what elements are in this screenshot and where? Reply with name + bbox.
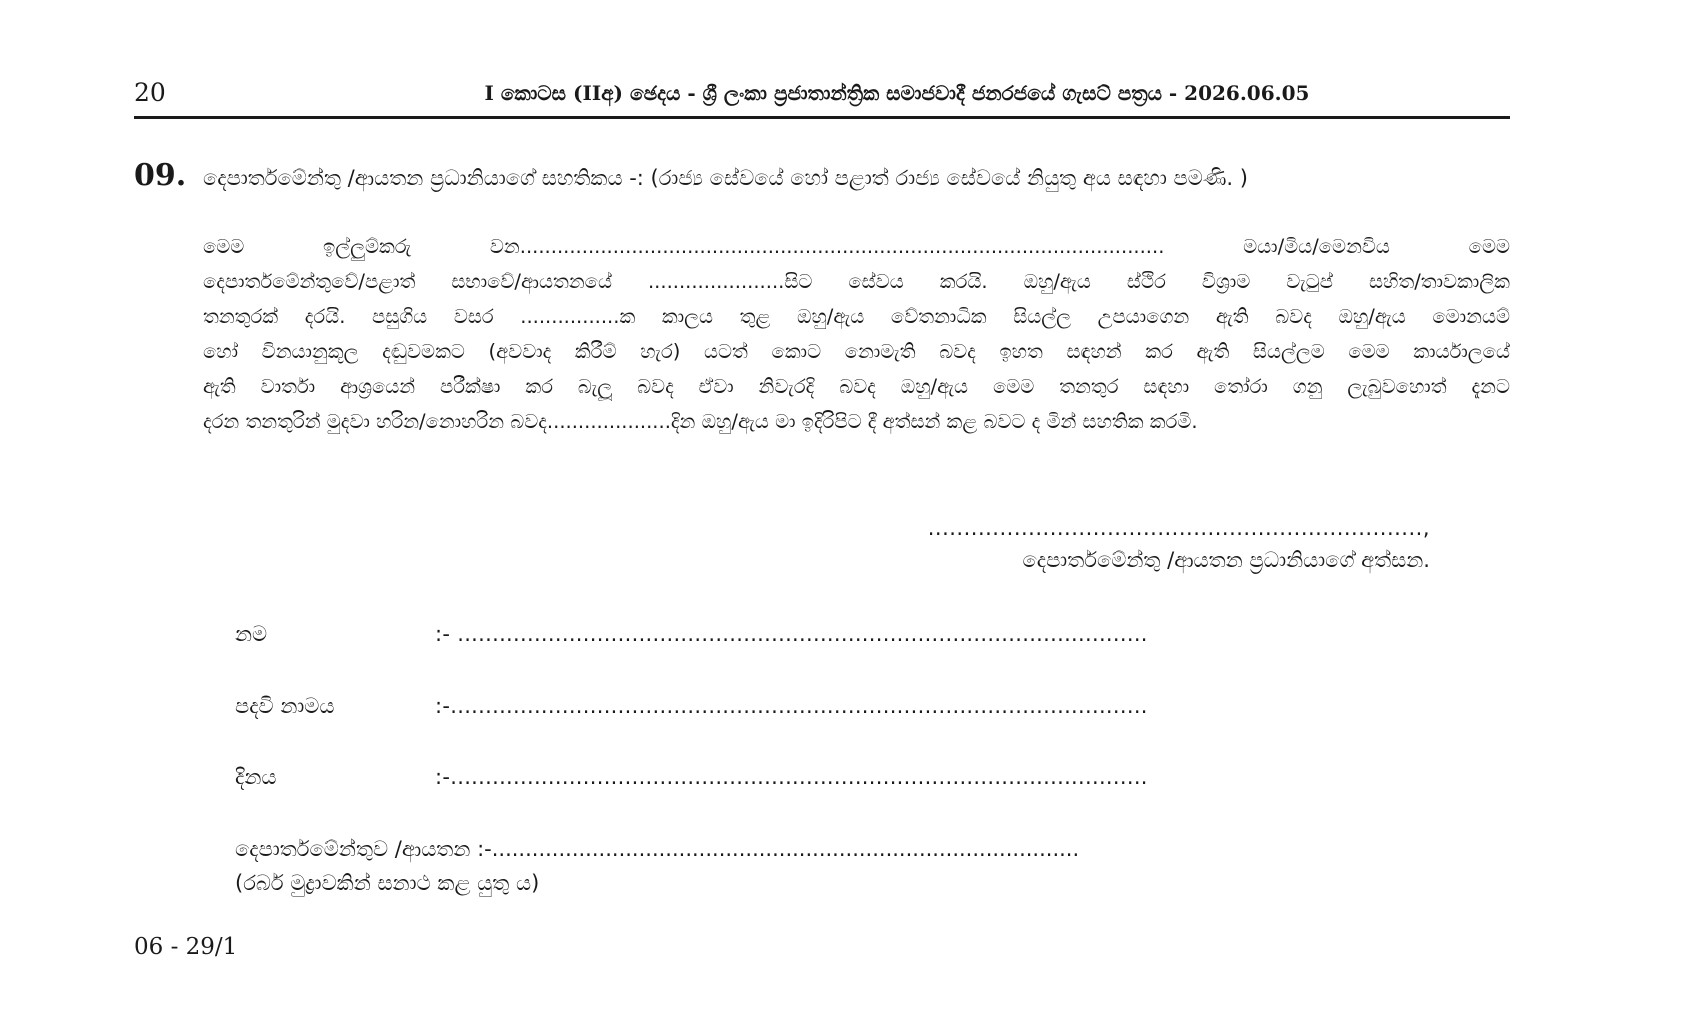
signature-line: .....................................................................,	[927, 516, 1430, 540]
form-fill-designation: :-....................................................................................................	[435, 694, 1148, 718]
paragraph-line: තනතුරක් දරයි. පසුගිය වසර ................ක කාලය තුළ ඔහු/ඇය වේතනාධික සියල්ල උපයාගෙන ඇති බවද ඔහු/ඇය මොනයම්	[203, 305, 1510, 328]
footer-code: 06 - 29/1	[134, 934, 238, 960]
paragraph-line: මෙම ඉල්ලුම්කරු වන........................................................................................................ මයා/මිය/මෙනවිය මෙම	[203, 235, 1510, 258]
paragraph-line: හෝ විනයානුකූල දඬුවමකට (අවවාද කිරීම් හැර) යටත් කොට නොමැති බවද ඉහත සඳහන් කර ඇති සියල්ලම මෙම කාර්යාලයේ	[203, 340, 1510, 363]
form-label-date: දිනය	[235, 765, 277, 789]
form-label-designation: පදවි නාමය	[235, 694, 335, 718]
paragraph-line: දෙපාර්තමේන්තුවේ/පළාත් සභාවේ/ආයතනයේ ......................සිට සේවය කරයි. ඔහු/ඇය ස්ථිර විශ්‍රාම වැටුප් සහිත/තාවකාලික	[203, 270, 1510, 293]
form-row-designation	[235, 689, 1235, 723]
page-number: 20	[134, 78, 166, 107]
signature-block	[900, 512, 1430, 576]
page-header	[134, 72, 1510, 119]
paragraph-line: දරන තනතුරින් මුදවා හරින/නොහරින බවද....................දින ඔහු/ඇය මා ඉදිරිපිට දී අත්සන් කළ බවට ද මින් සහතික කරමි.	[203, 410, 1198, 433]
form-fill-name: :- ...................................................................................................	[435, 622, 1148, 646]
form-row-name	[235, 617, 1235, 651]
certificate-paragraph	[203, 229, 1510, 439]
paragraph-line: ඇති වාර්තා ආශ්‍රයෙන් පරීක්ෂා කර බැලූ බවද ඒවා නිවැරදි බවද ඔහු/ඇය මෙම තනතුර සඳහා තෝරා ගනු ලැබුවහොත් දැනට	[203, 375, 1510, 398]
office-label-line: දෙපාර්තමේන්තුව /ආයතන :-........................................................................................	[235, 837, 1080, 861]
form-fill-date: :-....................................................................................................	[435, 765, 1148, 789]
office-stamp-note: (රබර් මුද්‍රාවකින් සනාථ කළ යුතු ය)	[235, 871, 540, 895]
signature-caption: දෙපාර්තමේන්තු /ආයතන ප්‍රධානියාගේ අත්සන.	[1022, 548, 1430, 572]
section-title: දෙපාර්තමේන්තු /ආයතන ප්‍රධානියාගේ සහතිකය -: (රාජ්‍ය සේවයේ හෝ පළාත් රාජ්‍ය සේවයේ නියුතු අය සඳහා පමණි. )	[203, 166, 1248, 190]
office-block	[235, 832, 1079, 900]
gazette-header-title: I කොටස (IIඅ) ඡෙදය - ශ්‍රී ලංකා ප්‍රජාතාන්ත්‍රික සමාජවාදී ජනරජයේ ගැසට් පත්‍රය - 2026.06.05	[484, 81, 1310, 105]
section-number: 09.	[134, 158, 187, 193]
form-label-name: නම	[235, 622, 268, 646]
form-row-date	[235, 760, 1235, 794]
